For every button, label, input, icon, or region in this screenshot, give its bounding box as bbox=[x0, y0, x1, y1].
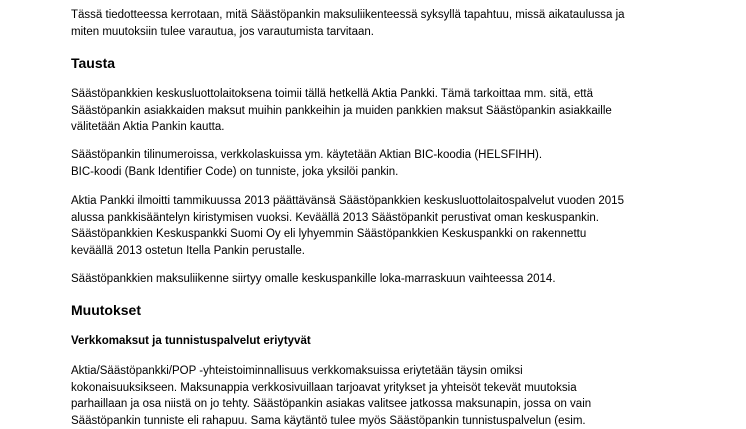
text-line: miten muutoksiin tulee varautua, jos varautumista tarvitaan. bbox=[71, 24, 625, 41]
section-heading-muutokset: Muutokset bbox=[71, 301, 141, 319]
muutokset-paragraph-1 bbox=[71, 363, 591, 429]
intro-paragraph bbox=[71, 7, 625, 40]
text-line: kokonaisuuksikseen. Maksunappia verkkosivuillaan tarjoavat yritykset ja yhteisöt tekevät muutoksia bbox=[71, 380, 591, 397]
text-line: keväällä 2013 ostetun Itella Pankin perustalle. bbox=[71, 243, 624, 260]
tausta-paragraph-2 bbox=[71, 147, 542, 180]
text-line: Säästöpankin tunniste eli rahapuu. Sama käytäntö tulee myös Säästöpankin tunnistuspalvelun (esim. bbox=[71, 413, 591, 429]
text-line: Säästöpankkien maksuliikenne siirtyy omalle keskuspankille loka-marraskuun vaihteessa 2014. bbox=[71, 271, 556, 288]
text-line: Säästöpankin tilinumeroissa, verkkolaskuissa ym. käytetään Aktian BIC-koodia (HELSFIHH). bbox=[71, 147, 542, 164]
section-heading-tausta: Tausta bbox=[71, 54, 115, 72]
text-line: Säästöpankkien keskusluottolaitoksena toimii tällä hetkellä Aktia Pankki. Tämä tarkoittaa mm. sitä, että bbox=[71, 86, 612, 103]
text-line: Aktia Pankki ilmoitti tammikuussa 2013 päättävänsä Säästöpankkien keskusluottolaitospalvelut vuoden 2015 bbox=[71, 193, 624, 210]
text-line: välitetään Aktia Pankin kautta. bbox=[71, 119, 612, 136]
text-line: Tässä tiedotteessa kerrotaan, mitä Säästöpankin maksuliikenteessä syksyllä tapahtuu, missä aikataulussa ja bbox=[71, 7, 625, 24]
tausta-paragraph-1 bbox=[71, 86, 612, 136]
text-line: Säästöpankin asiakkaiden maksut muihin pankkeihin ja muiden pankkien maksut Säästöpankin asiakkaille bbox=[71, 103, 612, 120]
text-line: BIC-koodi (Bank Identifier Code) on tunniste, joka yksilöi pankin. bbox=[71, 164, 542, 181]
text-line: Aktia/Säästöpankki/POP -yhteistoiminnallisuus verkkomaksuissa eriytetään täysin omiksi bbox=[71, 363, 591, 380]
text-line: Säästöpankkien Keskuspankki Suomi Oy eli lyhyemmin Säästöpankkien Keskuspankki on rakennettu bbox=[71, 226, 624, 243]
tausta-paragraph-4 bbox=[71, 271, 556, 288]
text-line: parhaillaan ja osa niistä on jo tehty. Säästöpankin asiakas valitsee jatkossa maksunapin, jossa on vain bbox=[71, 396, 591, 413]
subheading-verkkomaksut: Verkkomaksut ja tunnistuspalvelut eriytyvät bbox=[71, 333, 311, 349]
tausta-paragraph-3 bbox=[71, 193, 624, 259]
text-line: alussa pankkisääntelyn kiristymisen vuoksi. Keväällä 2013 Säästöpankit perustivat oman keskuspankin. bbox=[71, 210, 624, 227]
